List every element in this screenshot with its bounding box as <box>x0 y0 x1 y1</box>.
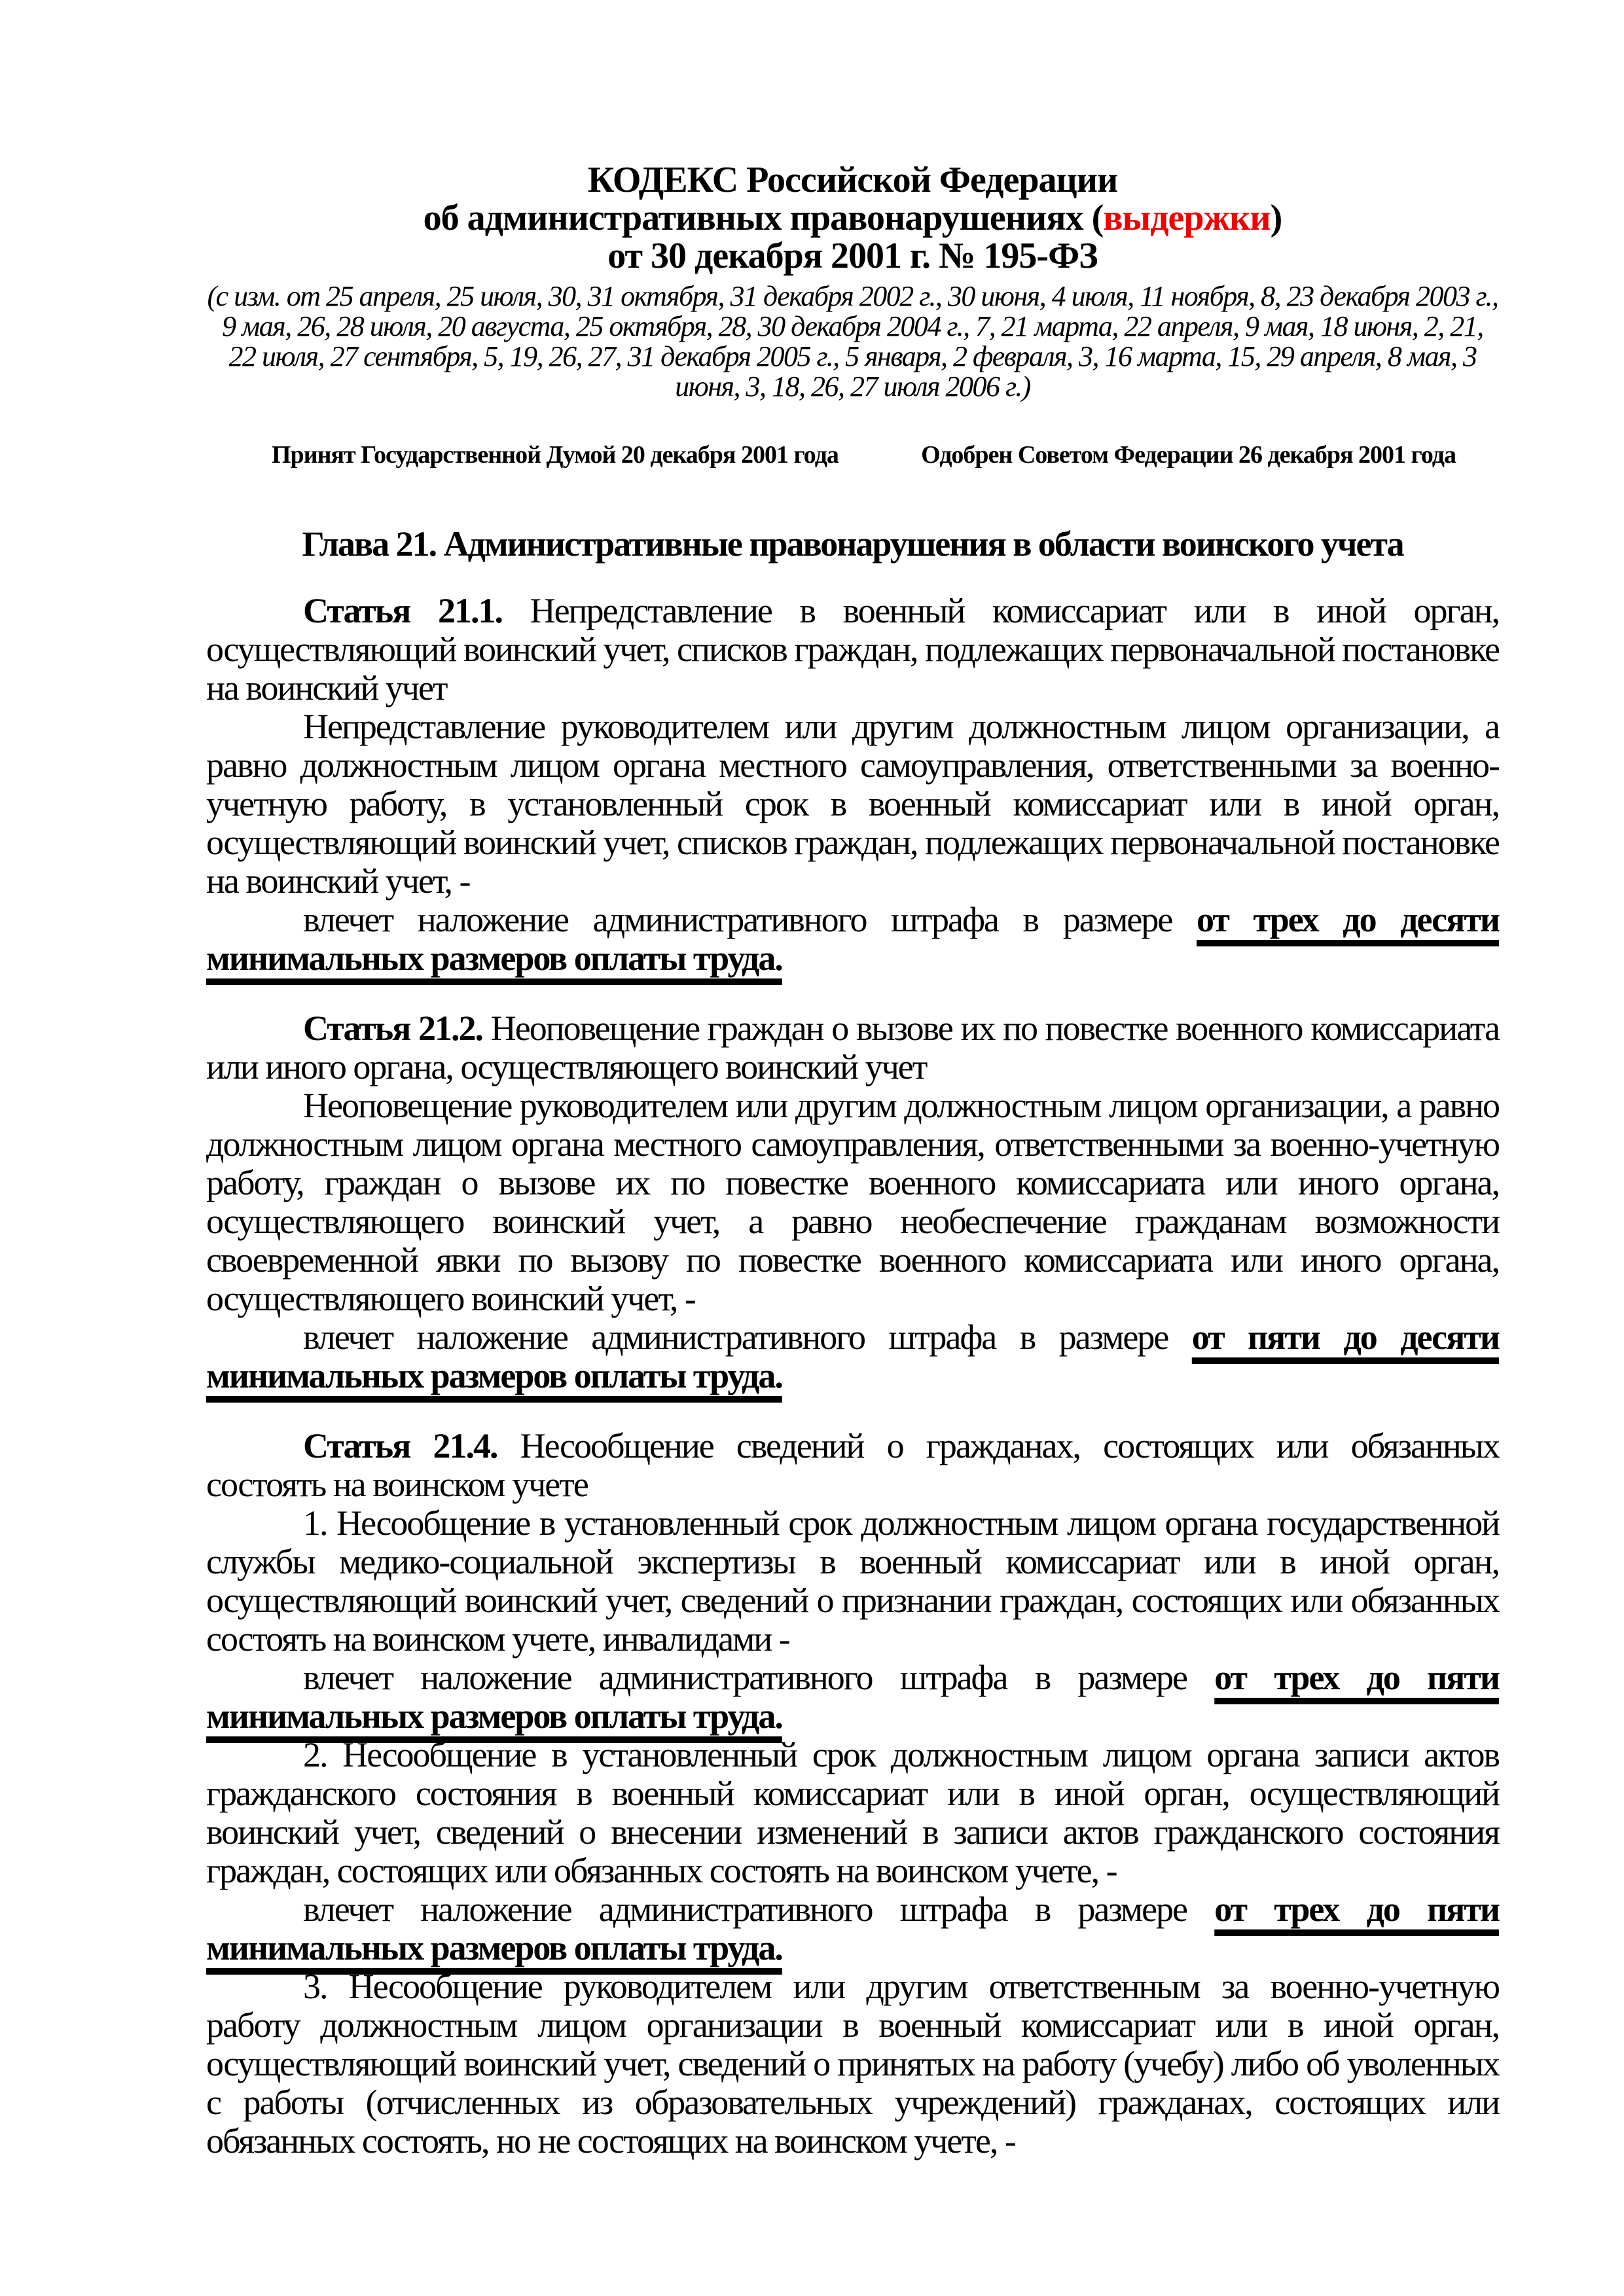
article-21.2 <box>206 1009 1499 1395</box>
article-21.4-body-paragraph <box>206 1967 1499 2161</box>
text-run: влечет наложение административного штрафа в размере <box>303 900 1197 939</box>
document-title <box>206 161 1499 275</box>
text-run: 2. Несообщение в установленный срок должностным лицом органа записи актов гражданского состояния в военный комиссариат или в иной орган, осуществляющий воинский учет, сведений о внесении изменений в записи актов гражданского состояния граждан, состоящих или обязанных состоять на воинском учете, - <box>206 1735 1499 1890</box>
text-run: 3. Несообщение руководителем или другим ответственным за военно-учетную работу должностным лицом организации в военный комиссариат или в иной орган, осуществляющий воинский учет, сведений о принятых на работу (учебу) либо об уволенных с работы (отчисленных из образовательных учреждений) гражданах, состоящих или обязанных состоять, но не состоящих на воинском учете, - <box>206 1967 1499 2161</box>
title-line-1: КОДЕКС Российской Федерации <box>587 160 1118 200</box>
document-header <box>206 161 1499 469</box>
text-run: 1. Несообщение в установленный срок должностным лицом органа государственной службы медико-социальной экспертизы в военный комиссариат или в иной орган, осуществляющий воинский учет, сведений о признании граждан, состоящих или обязанных состоять на воинском учете, инвалидами - <box>206 1503 1499 1659</box>
article-21.1-sanction-paragraph <box>206 901 1499 978</box>
article-21.4-heading-paragraph <box>206 1427 1499 1504</box>
article-21.2-body-paragraph <box>206 1086 1499 1318</box>
article-21.4-sanction-paragraph <box>206 1659 1499 1736</box>
adoption-row <box>206 441 1499 469</box>
chapter-heading: Глава 21. Административные правонарушения в области воинского учета <box>302 524 1403 564</box>
sanction-amount-text: от трех до пяти минимальных размеров оплаты труда. <box>206 1890 1499 1967</box>
text-run: Статья 21.4. <box>303 1426 497 1465</box>
article-21.4 <box>206 1427 1499 2161</box>
article-21.1 <box>206 592 1499 978</box>
title-line-2-text: об административных правонарушениях ( <box>423 198 1104 238</box>
article-21.1-body-paragraph <box>206 708 1499 901</box>
title-line-3: от 30 декабря 2001 г. № 195-ФЗ <box>607 236 1098 276</box>
text-run: влечет наложение административного штрафа в размере <box>303 1318 1192 1357</box>
adopted-by-duma-label: Принят Государственной Думой 20 декабря 2001 года <box>272 441 839 469</box>
text-run: Непредставление в военный комиссариат или в иной орган, осуществляющий воинский учет, списков граждан, подлежащих первоначальной постановке на воинский учет <box>206 591 1499 708</box>
article-21.2-sanction-paragraph <box>206 1318 1499 1395</box>
title-line-2-close-paren: ) <box>1270 198 1282 238</box>
article-21.1-heading-paragraph <box>206 592 1499 708</box>
article-21.4-body-paragraph <box>206 1736 1499 1890</box>
approved-by-council-label: Одобрен Советом Федерации 26 декабря 2001 года <box>921 441 1456 469</box>
text-run: Статья 21.1. <box>303 591 502 630</box>
text-run: Непредставление руководителем или другим должностным лицом организации, а равно должностным лицом органа местного самоуправления, ответственными за военно-учетную работу, в установленный срок в военный комиссариат или в иной орган, осуществляющий воинский учет, списков граждан, подлежащих первоначальной постановке на воинский учет, - <box>206 707 1499 901</box>
text-run: Неоповещение граждан о вызове их по повестке военного комиссариата или иного органа, осуществляющего воинский учет <box>206 1009 1500 1086</box>
text-run: влечет наложение административного штрафа в размере <box>303 1658 1215 1697</box>
amendments-note: (с изм. от 25 апреля, 25 июля, 30, 31 октября, 31 декабря 2002 г., 30 июня, 4 июля, 11 ноября, 8, 23 декабря 2003 г., 9 мая, 26, 28 июля, 20 августа, 25 октября, 28, 30 декабря 2004 г., 7, 21 марта, 22 апреля, 9 мая, 18 июня, 2, 21, 22 июля, 27 сентября, 5, 19, 26, 27, 31 декабря 2005 г., 5 января, 2 февраля, 3, 16 марта, 15, 29 апреля, 8 мая, 3 июня, 3, 18, 26, 27 июля 2006 г.) <box>207 280 1498 403</box>
article-21.2-heading-paragraph <box>206 1009 1499 1086</box>
title-line-2 <box>206 199 1499 237</box>
sanction-amount-text: от трех до пяти минимальных размеров оплаты труда. <box>206 1658 1499 1736</box>
text-run: Статья 21.2. <box>303 1009 483 1048</box>
title-excerpts-highlight: выдержки <box>1103 198 1271 238</box>
sanction-amount-text: от пяти до десяти минимальных размеров оплаты труда. <box>206 1318 1499 1395</box>
articles <box>206 592 1499 2161</box>
document-body <box>206 525 1499 2161</box>
text-run: влечет наложение административного штрафа в размере <box>303 1890 1215 1929</box>
text-run: Неоповещение руководителем или другим должностным лицом организации, а равно должностным лицом органа местного самоуправления, ответственными за военно-учетную работу, граждан о вызове их по повестке военного комиссариата или иного органа, осуществляющего воинский учет, а равно необеспечение гражданам возможности своевременной явки по вызову по повестке военного комиссариата или иного органа, осуществляющего воинский учет, - <box>206 1086 1499 1318</box>
article-21.4-sanction-paragraph <box>206 1890 1499 1967</box>
sanction-amount-text: от трех до десяти минимальных размеров оплаты труда. <box>206 900 1500 978</box>
article-21.4-body-paragraph <box>206 1504 1499 1659</box>
text-run: Несообщение сведений о гражданах, состоящих или обязанных состоять на воинском учете <box>206 1426 1499 1504</box>
